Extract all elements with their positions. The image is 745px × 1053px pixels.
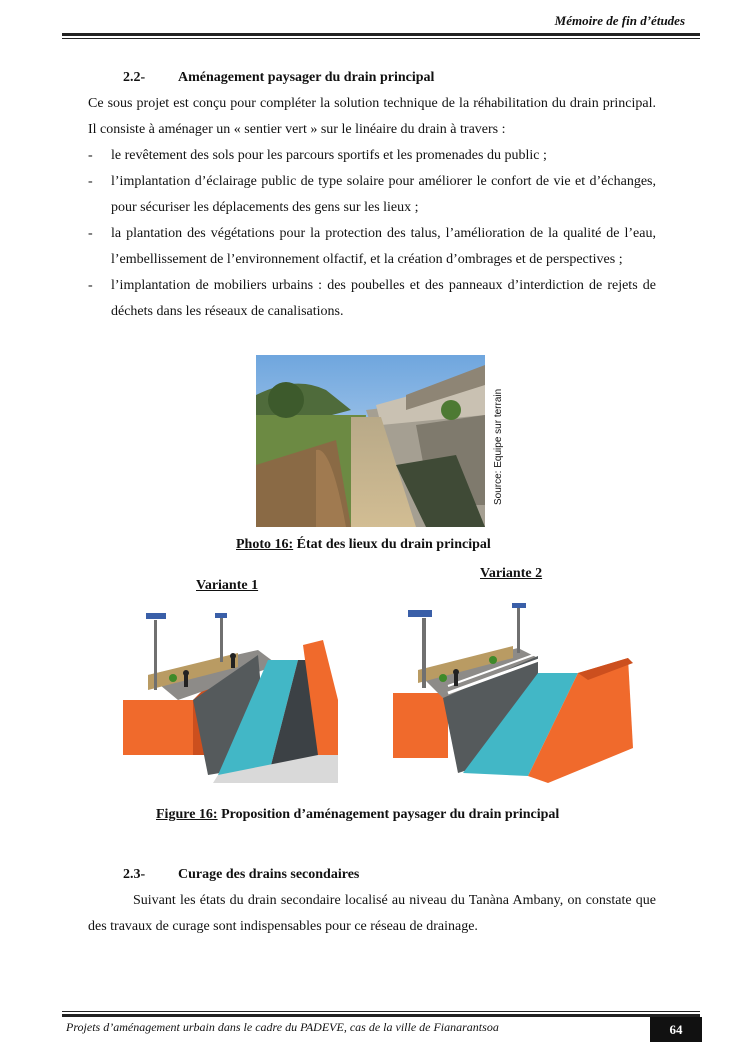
bullet-marker: - xyxy=(88,148,93,163)
footer-text: Projets d’aménagement urbain dans le cadre du PADEVE, cas de la ville de Fianarantsoa xyxy=(66,1020,499,1034)
section-2-2-intro: Ce sous projet est conçu pour compléter la solution technique de la réhabilitation du drain principal. Il consiste à aménager un « sentier vert » sur le linéaire du drain à travers : xyxy=(88,96,656,137)
photo-caption-text: État des lieux du drain principal xyxy=(293,537,491,552)
section-2-3-heading xyxy=(123,867,359,883)
bullet-item xyxy=(88,273,656,325)
footer-rule-thick xyxy=(62,1014,700,1017)
bullet-item xyxy=(88,169,656,221)
section-2-2-title: Aménagement paysager du drain principal xyxy=(178,70,435,85)
section-2-3-body: Suivant les états du drain secondaire localisé au niveau du Tanàna Ambany, on constate que des travaux de curage sont indispensables pour ce réseau de drainage. xyxy=(88,893,656,934)
bullet-marker: - xyxy=(88,278,93,293)
variant-1-label: Variante 1 xyxy=(196,578,259,593)
section-2-3-number: 2.3- xyxy=(123,867,146,882)
bullet-text: le revêtement des sols pour les parcours sportifs et les promenades du public ; xyxy=(111,148,547,163)
section-2-2-heading xyxy=(123,70,434,86)
variant-2-illustration xyxy=(388,598,638,788)
drain-photo xyxy=(256,355,485,527)
photo-caption-label: Photo 16: xyxy=(236,537,294,552)
footer-rule-thin xyxy=(62,1011,700,1012)
variant-2-label: Variante 2 xyxy=(480,566,543,581)
bullet-marker: - xyxy=(88,174,93,189)
section-2-2-number: 2.2- xyxy=(123,70,146,85)
variant-1-illustration xyxy=(118,605,343,785)
bullet-item xyxy=(88,143,656,169)
bullet-marker: - xyxy=(88,226,93,241)
photo-caption xyxy=(236,537,491,553)
figure-caption xyxy=(156,807,559,823)
bullet-text: la plantation des végétations pour la protection des talus, l’amélioration de la qualité de l’eau, l’embellissement de l’environnement olfactif, et la création d’ombrages et de perspectives ; xyxy=(111,226,656,267)
page-number: 64 xyxy=(650,1017,702,1042)
section-2-3-title: Curage des drains secondaires xyxy=(178,867,360,882)
figure-caption-text: Proposition d’aménagement paysager du drain principal xyxy=(217,807,560,822)
bullet-text: l’implantation de mobiliers urbains : des poubelles et des panneaux d’interdiction de rejets de déchets dans les réseaux de canalisations. xyxy=(111,278,656,319)
running-header-title: Mémoire de fin d’études xyxy=(554,13,685,28)
header-rule-thin xyxy=(62,38,700,39)
header-rule-thick xyxy=(62,33,700,36)
bullet-item xyxy=(88,221,656,273)
section-2-2-body xyxy=(88,91,656,325)
photo-source: Source: Equipe sur terrain xyxy=(493,388,504,505)
bullet-text: l’implantation d’éclairage public de type solaire pour améliorer le confort de vie et d’échanges, pour sécuriser les déplacements des gens sur les lieux ; xyxy=(111,174,656,215)
figure-caption-label: Figure 16: xyxy=(156,807,218,822)
